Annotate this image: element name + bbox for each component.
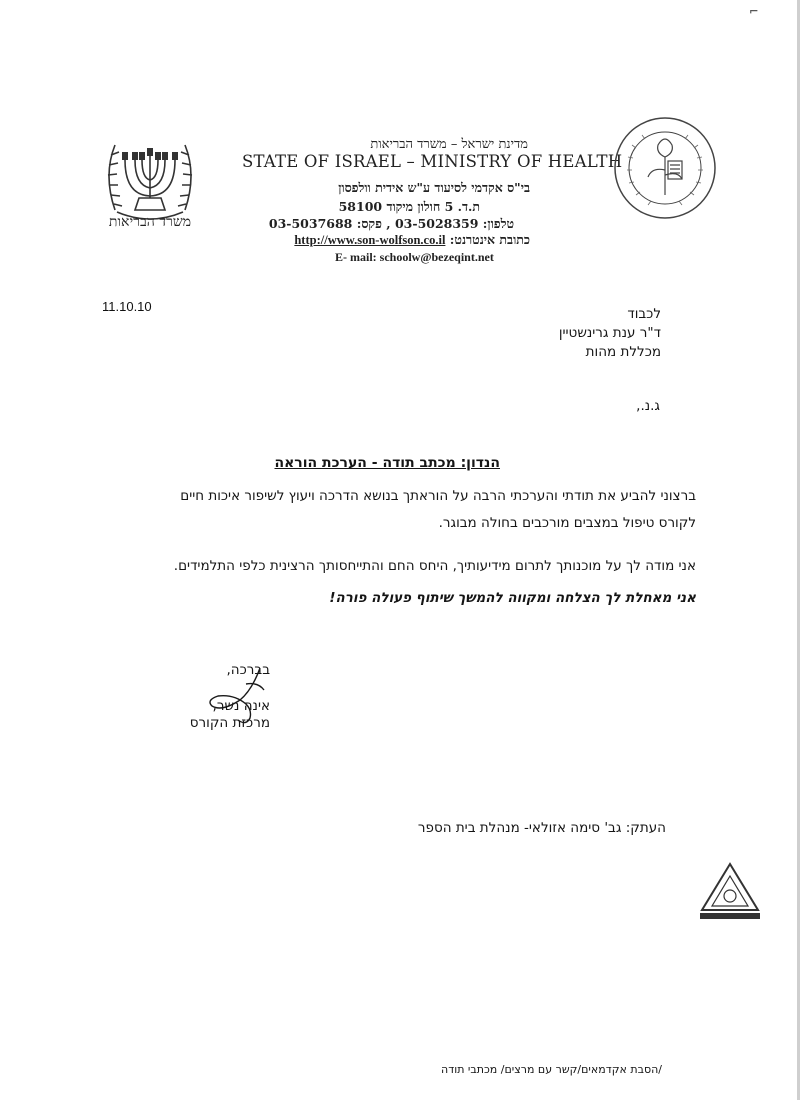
header-website-row	[290, 232, 530, 248]
recipient-line-2: ד"ר ענת גרינשטיין	[558, 325, 661, 341]
recipient-line-1: לכבוד	[627, 306, 661, 322]
emblem-label: משרד הבריאות	[108, 214, 192, 230]
paragraph-2: אני מודה לך על מוכנותך לתרום מידיעותיך, היחס החם והתייחסותך הרצינית כלפי התלמידים.	[173, 558, 696, 574]
paragraph-1-line-1: ברצוני להביע את תודתי והערכתי הרבה על הוראתך בנושא הדרכה ויעוץ לשיפור איכות חיים	[180, 488, 696, 504]
corner-mark: ⌐	[749, 4, 758, 20]
paragraph-1-line-2: לקורס טיפול במצבים מורכבים בחולה מבוגר.	[438, 515, 696, 531]
closing: בברכה,	[226, 662, 270, 678]
letter-date: 11.10.10	[102, 299, 152, 314]
quality-seal-icon	[696, 860, 764, 922]
recipient-line-3: מכללת מהות	[585, 344, 661, 360]
header-website-link[interactable]: http://www.son-wolfson.co.il	[294, 233, 446, 247]
header-school-name: בי"ס אקדמי לסיעוד ע"ש אידית וולפסון	[338, 180, 530, 195]
footer-path: /הסבת אקדמאים/קשר עם מרצים/ מכתבי תודה	[441, 1063, 662, 1076]
header-email: E- mail: schoolw@bezeqint.net	[335, 250, 494, 264]
header-website-label: כתובת אינטרנט:	[449, 232, 530, 247]
header-phone: טלפון: 03-5028359 , פקס: 03-5037688	[268, 216, 514, 231]
header-address: ת.ד. 5 חולון מיקוד 58100	[338, 199, 480, 214]
signer-name: אינה נשר,	[212, 698, 270, 714]
greeting: ג.נ.,	[636, 398, 660, 414]
school-seal-icon	[612, 115, 718, 221]
signer-title: מרכזת הקורס	[189, 715, 270, 731]
paragraph-3: אני מאחלת לך הצלחה ומקווה להמשך שיתוף פעולה פורה!	[329, 590, 696, 606]
header-hebrew-state: מדינת ישראל – משרד הבריאות	[370, 137, 528, 152]
header-english-state: STATE OF ISRAEL – MINISTRY OF HEALTH	[242, 152, 623, 171]
copy-to: העתק: גב' סימה אזולאי- מנהלת בית הספר	[417, 820, 666, 836]
letter-subject: הנדון: מכתב תודה - הערכת הוראה	[274, 455, 500, 471]
